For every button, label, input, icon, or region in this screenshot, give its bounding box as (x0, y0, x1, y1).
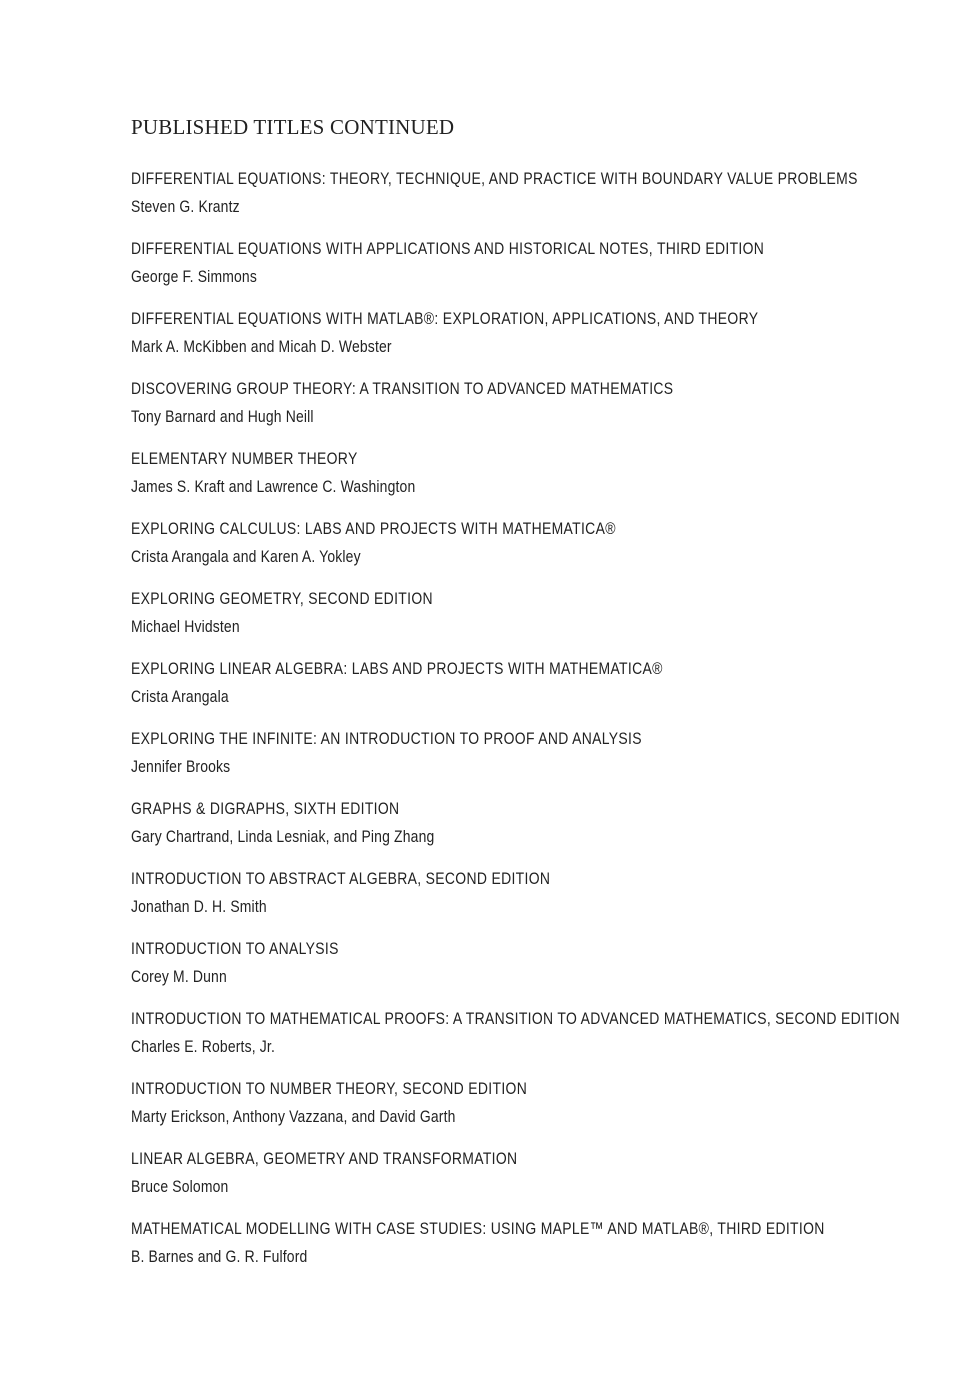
book-author: Bruce Solomon (131, 1177, 229, 1196)
book-author: Marty Erickson, Anthony Vazzana, and David Garth (131, 1107, 456, 1126)
title-entry (131, 515, 931, 585)
title-entry (131, 445, 931, 515)
book-title: DIFFERENTIAL EQUATIONS WITH APPLICATIONS AND HISTORICAL NOTES, THIRD EDITION (131, 239, 765, 258)
book-title: DIFFERENTIAL EQUATIONS WITH MATLAB®: EXPLORATION, APPLICATIONS, AND THEORY (131, 309, 759, 328)
title-entry (131, 1075, 931, 1145)
title-entry (131, 1005, 931, 1075)
book-title: EXPLORING CALCULUS: LABS AND PROJECTS WITH MATHEMATICA® (131, 519, 616, 538)
book-title: DIFFERENTIAL EQUATIONS: THEORY, TECHNIQUE, AND PRACTICE WITH BOUNDARY VALUE PROBLEMS (131, 169, 858, 188)
title-entry (131, 235, 931, 305)
page-heading: PUBLISHED TITLES CONTINUED (131, 115, 455, 139)
title-entry (131, 165, 931, 235)
title-entry (131, 935, 931, 1005)
book-title: EXPLORING THE INFINITE: AN INTRODUCTION TO PROOF AND ANALYSIS (131, 729, 642, 748)
book-title: INTRODUCTION TO NUMBER THEORY, SECOND EDITION (131, 1079, 528, 1098)
title-entry (131, 725, 931, 795)
book-author: James S. Kraft and Lawrence C. Washington (131, 477, 416, 496)
title-entry (131, 305, 931, 375)
book-author: Tony Barnard and Hugh Neill (131, 407, 314, 426)
book-author: Corey M. Dunn (131, 967, 227, 986)
book-title: EXPLORING GEOMETRY, SECOND EDITION (131, 589, 433, 608)
book-title: ELEMENTARY NUMBER THEORY (131, 449, 358, 468)
published-titles-page (131, 114, 931, 1285)
title-entry (131, 375, 931, 445)
book-title: GRAPHS & DIGRAPHS, SIXTH EDITION (131, 799, 400, 818)
book-author: Crista Arangala (131, 687, 229, 706)
title-entry (131, 865, 931, 935)
book-title: INTRODUCTION TO ABSTRACT ALGEBRA, SECOND EDITION (131, 869, 551, 888)
title-entry (131, 655, 931, 725)
book-title: LINEAR ALGEBRA, GEOMETRY AND TRANSFORMATION (131, 1149, 518, 1168)
book-author: Jonathan D. H. Smith (131, 897, 267, 916)
book-author: Steven G. Krantz (131, 197, 240, 216)
book-title: MATHEMATICAL MODELLING WITH CASE STUDIES: USING MAPLE™ AND MATLAB®, THIRD EDITION (131, 1219, 825, 1238)
book-author: Jennifer Brooks (131, 757, 231, 776)
titles-list (131, 165, 931, 1285)
book-title: INTRODUCTION TO ANALYSIS (131, 939, 339, 958)
book-title: DISCOVERING GROUP THEORY: A TRANSITION TO ADVANCED MATHEMATICS (131, 379, 674, 398)
book-author: Charles E. Roberts, Jr. (131, 1037, 275, 1056)
book-author: B. Barnes and G. R. Fulford (131, 1247, 308, 1266)
book-author: George F. Simmons (131, 267, 257, 286)
book-author: Crista Arangala and Karen A. Yokley (131, 547, 361, 566)
title-entry (131, 585, 931, 655)
book-title: EXPLORING LINEAR ALGEBRA: LABS AND PROJECTS WITH MATHEMATICA® (131, 659, 663, 678)
book-author: Mark A. McKibben and Micah D. Webster (131, 337, 392, 356)
book-title: INTRODUCTION TO MATHEMATICAL PROOFS: A TRANSITION TO ADVANCED MATHEMATICS, SECOND EDITION (131, 1009, 900, 1028)
book-author: Michael Hvidsten (131, 617, 240, 636)
title-entry (131, 795, 931, 865)
title-entry (131, 1145, 931, 1215)
title-entry (131, 1215, 931, 1285)
book-author: Gary Chartrand, Linda Lesniak, and Ping Zhang (131, 827, 435, 846)
